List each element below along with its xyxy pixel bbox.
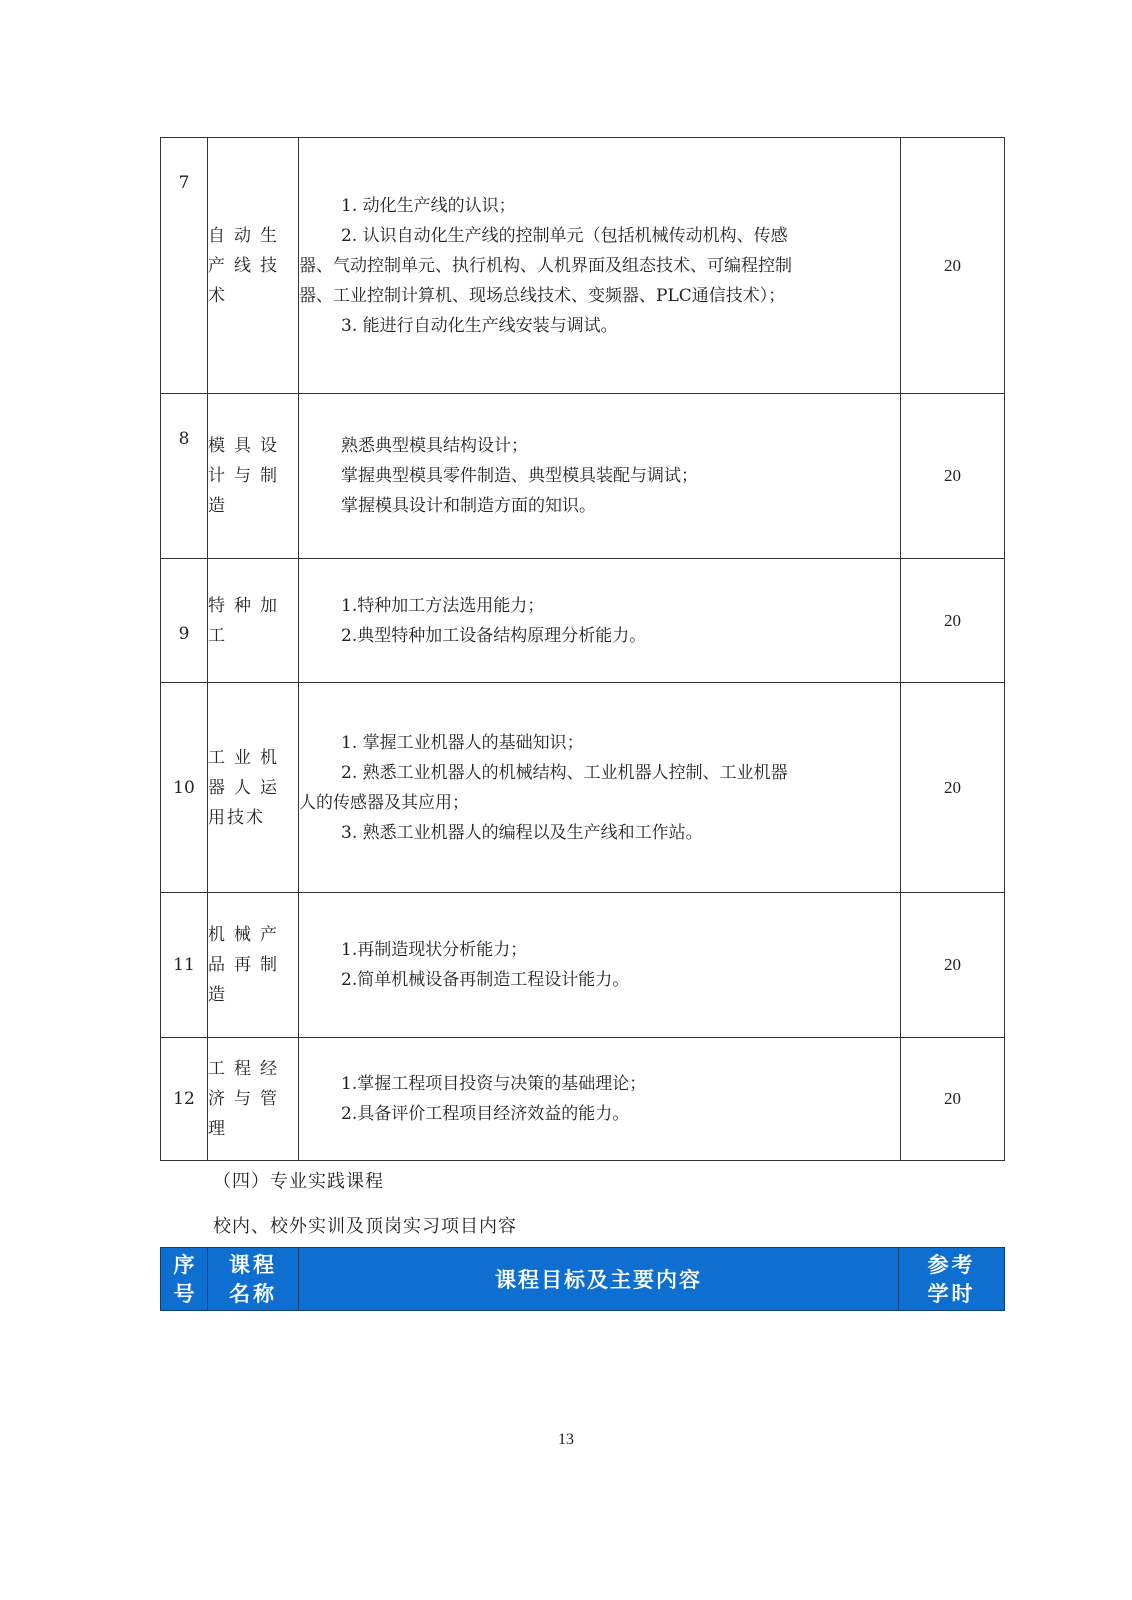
- course-name-line: 理: [208, 1119, 234, 1139]
- course-name: [208, 1038, 299, 1161]
- course-hours: 20: [901, 1038, 1005, 1161]
- table-row: [161, 683, 1005, 893]
- row-number: 10: [161, 683, 208, 893]
- course-name-line: 特种加: [208, 595, 286, 616]
- course-content: [299, 1038, 901, 1161]
- content-line: 1.再制造现状分析能力；: [341, 940, 528, 960]
- content-line: 3. 能进行自动化生产线安装与调试。: [341, 315, 618, 336]
- course-name-line: 用技术: [208, 807, 265, 828]
- course-name-line: 工程经: [208, 1059, 286, 1079]
- header-name: [208, 1248, 299, 1311]
- table-row: [161, 394, 1005, 559]
- course-name-line: 工业机: [208, 747, 286, 768]
- practice-table-header: [160, 1247, 1005, 1311]
- header-hours: [899, 1248, 1005, 1311]
- course-content: [299, 683, 901, 893]
- course-hours: 20: [901, 683, 1005, 893]
- course-name: [208, 893, 299, 1038]
- content-line: 1.掌握工程项目投资与决策的基础理论；: [341, 1074, 647, 1094]
- section-subheading: 校内、校外实训及顶岗实习项目内容: [213, 1216, 517, 1237]
- course-name-line: 产线技: [208, 255, 286, 276]
- content-line: 2.典型特种加工设备结构原理分析能力。: [341, 625, 647, 646]
- content-line: 器、气动控制单元、执行机构、人机界面及组态技术、可编程控制: [299, 255, 792, 276]
- course-hours: 20: [901, 394, 1005, 559]
- header-hours-line: 学时: [927, 1281, 976, 1306]
- content-line: 人的传感器及其应用；: [299, 792, 469, 813]
- table-row: [161, 559, 1005, 683]
- content-line: 3. 熟悉工业机器人的编程以及生产线和工作站。: [341, 822, 703, 843]
- course-hours: 20: [901, 559, 1005, 683]
- course-hours: 20: [901, 893, 1005, 1038]
- course-name-line: 造: [208, 496, 234, 516]
- header-row: [161, 1248, 1005, 1311]
- content-line: 1.特种加工方法选用能力；: [341, 595, 545, 616]
- content-line: 1. 动化生产线的认识；: [341, 195, 516, 216]
- header-name-line: 课程: [229, 1252, 277, 1277]
- course-name: [208, 394, 299, 559]
- content-line: 1. 掌握工业机器人的基础知识；: [341, 732, 584, 753]
- course-content: [299, 559, 901, 683]
- course-name: [208, 559, 299, 683]
- content-line: 2. 认识自动化生产线的控制单元（包括机械传动机构、传感: [341, 225, 788, 246]
- course-name-line: 工: [208, 625, 234, 646]
- course-name-line: 品再制: [208, 955, 286, 975]
- content-line: 2.具备评价工程项目经济效益的能力。: [341, 1104, 630, 1124]
- content-line: 器、工业控制计算机、现场总线技术、变频器、PLC通信技术）；: [299, 285, 786, 306]
- content-line: 熟悉典型模具结构设计；: [341, 436, 528, 456]
- table-row: [161, 138, 1005, 394]
- course-content: [299, 893, 901, 1038]
- course-name: [208, 683, 299, 893]
- content-line: 2. 熟悉工业机器人的机械结构、工业机器人控制、工业机器: [341, 762, 788, 783]
- header-no: [161, 1248, 208, 1311]
- table-row: [161, 1038, 1005, 1161]
- content-line: 2.简单机械设备再制造工程设计能力。: [341, 970, 630, 990]
- content-line: 掌握模具设计和制造方面的知识。: [341, 496, 596, 516]
- page-number: 13: [558, 1431, 574, 1448]
- course-name-line: 机械产: [208, 925, 286, 945]
- section-heading: （四）专业实践课程: [213, 1171, 384, 1192]
- course-table: [160, 137, 1005, 1161]
- course-name-line: 自动生: [208, 225, 286, 246]
- course-content: [299, 394, 901, 559]
- course-name-line: 造: [208, 985, 234, 1005]
- course-name-line: 器人运: [208, 777, 286, 798]
- row-number: 12: [161, 1038, 208, 1161]
- row-number: 9: [161, 559, 208, 683]
- header-name-line: 名称: [229, 1281, 277, 1306]
- row-number: 8: [161, 394, 208, 559]
- header-no-line: 序: [173, 1252, 195, 1277]
- course-name-line: 术: [208, 285, 234, 306]
- table-row: [161, 893, 1005, 1038]
- header-hours-line: 参考: [927, 1252, 976, 1277]
- row-number: 11: [161, 893, 208, 1038]
- course-name: [208, 138, 299, 394]
- course-name-line: 计与制: [208, 466, 286, 486]
- course-name-line: 济与管: [208, 1089, 286, 1109]
- course-content: [299, 138, 901, 394]
- course-name-line: 模具设: [208, 436, 286, 456]
- content-line: 掌握典型模具零件制造、典型模具装配与调试；: [341, 466, 698, 486]
- row-number: 7: [161, 138, 208, 394]
- course-hours: 20: [901, 138, 1005, 394]
- header-no-line: 号: [173, 1281, 195, 1306]
- header-content: 课程目标及主要内容: [299, 1248, 899, 1311]
